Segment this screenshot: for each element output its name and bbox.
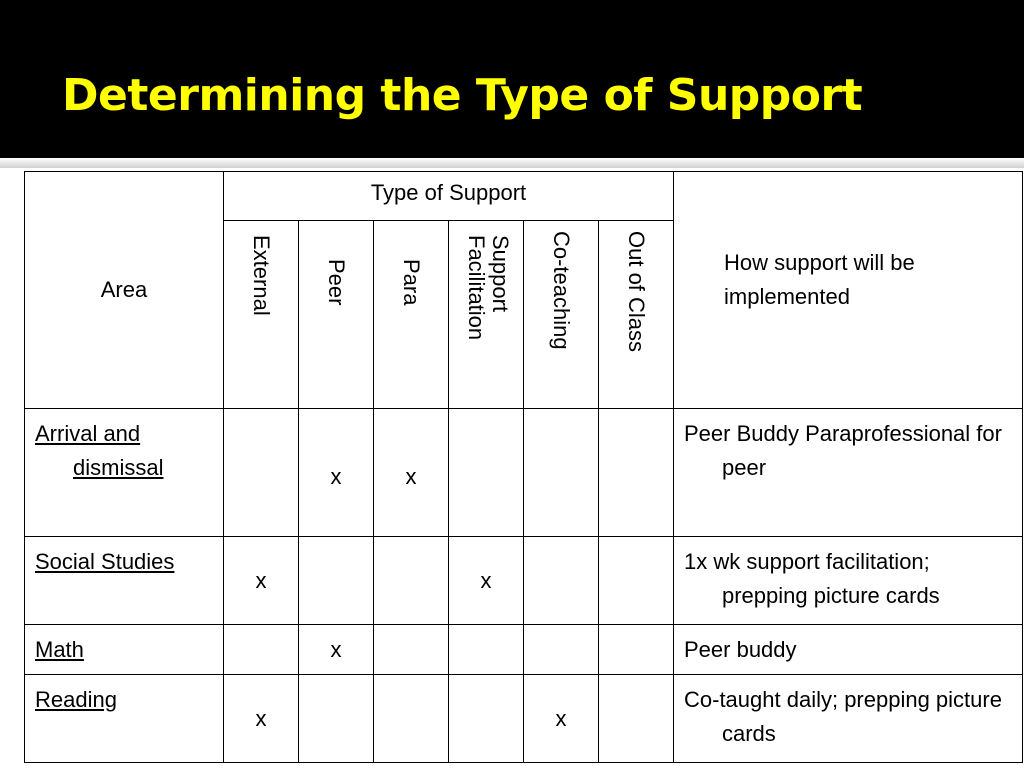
impl-cell: [674, 675, 1023, 763]
mark-cell: [524, 625, 599, 675]
column-label: Para: [399, 259, 424, 306]
mark-cell: [599, 625, 674, 675]
mark-cell: [224, 675, 299, 763]
impl-text: Peer buddy: [684, 637, 797, 662]
mark: x: [480, 567, 492, 593]
title-bar: [0, 0, 1024, 158]
mark-cell: [299, 625, 374, 675]
column-header-out-of-class: [599, 221, 674, 409]
mark-cell: [599, 537, 674, 625]
mark-cell: [449, 409, 524, 537]
implementation-header: [674, 172, 1023, 409]
area-header-label: Area: [100, 277, 148, 302]
mark-cell: [599, 409, 674, 537]
impl-text: Peer Buddy Paraprofessional for peer: [684, 421, 1002, 480]
mark-cell: [299, 675, 374, 763]
mark-cell: [449, 537, 524, 625]
mark: x: [255, 705, 267, 731]
impl-cell: [674, 537, 1023, 625]
mark-cell: [299, 409, 374, 537]
column-label: Peer: [324, 259, 349, 306]
mark: x: [405, 463, 417, 489]
area-link-reading[interactable]: Reading: [35, 687, 117, 712]
implementation-header-label: How support will be implemented: [724, 250, 915, 309]
mark: x: [330, 636, 342, 662]
title-divider: [0, 158, 1024, 168]
mark-cell: [374, 409, 449, 537]
mark-cell: [524, 409, 599, 537]
column-label: Co-teaching: [549, 231, 574, 350]
area-cell: [25, 409, 224, 537]
mark-cell: [224, 625, 299, 675]
area-cell: [25, 625, 224, 675]
header-row-1: [25, 172, 1023, 221]
column-header-para: [374, 221, 449, 409]
mark-cell: [599, 675, 674, 763]
mark-cell: [374, 537, 449, 625]
column-label: Support Facilitation: [464, 235, 513, 341]
impl-text: Co-taught daily; prepping picture cards: [684, 687, 1002, 746]
column-label: Out of Class: [624, 231, 649, 353]
impl-text: 1x wk support facilitation; prepping picture cards: [684, 549, 940, 608]
mark-cell: [449, 675, 524, 763]
area-cell: [25, 537, 224, 625]
column-header-external: [224, 221, 299, 409]
column-header-co-teaching: [524, 221, 599, 409]
area-cell: [25, 675, 224, 763]
mark: x: [255, 567, 267, 593]
impl-cell: [674, 625, 1023, 675]
mark-cell: [224, 409, 299, 537]
column-label: External: [249, 235, 274, 316]
table-row: [25, 409, 1023, 537]
mark-cell: [524, 537, 599, 625]
mark: x: [555, 705, 567, 731]
mark: x: [330, 463, 342, 489]
mark-cell: [299, 537, 374, 625]
impl-cell: [674, 409, 1023, 537]
support-table: [24, 171, 1023, 763]
area-link-math[interactable]: Math: [35, 637, 84, 662]
mark-cell: [374, 625, 449, 675]
area-header: [25, 172, 224, 409]
table-row: [25, 675, 1023, 763]
mark-cell: [374, 675, 449, 763]
mark-cell: [449, 625, 524, 675]
mark-cell: [224, 537, 299, 625]
table-row: [25, 625, 1023, 675]
area-link-arrival-dismissal[interactable]: Arrival and dismissal: [35, 421, 164, 480]
table-row: [25, 537, 1023, 625]
slide-body: [0, 168, 1024, 768]
area-link-social-studies[interactable]: Social Studies: [35, 549, 175, 574]
column-header-peer: [299, 221, 374, 409]
slide-title: Determining the Type of Support: [62, 70, 863, 121]
type-of-support-header: [224, 172, 674, 221]
mark-cell: [524, 675, 599, 763]
type-of-support-label: Type of Support: [370, 180, 527, 205]
column-header-support-facilitation: [449, 221, 524, 409]
